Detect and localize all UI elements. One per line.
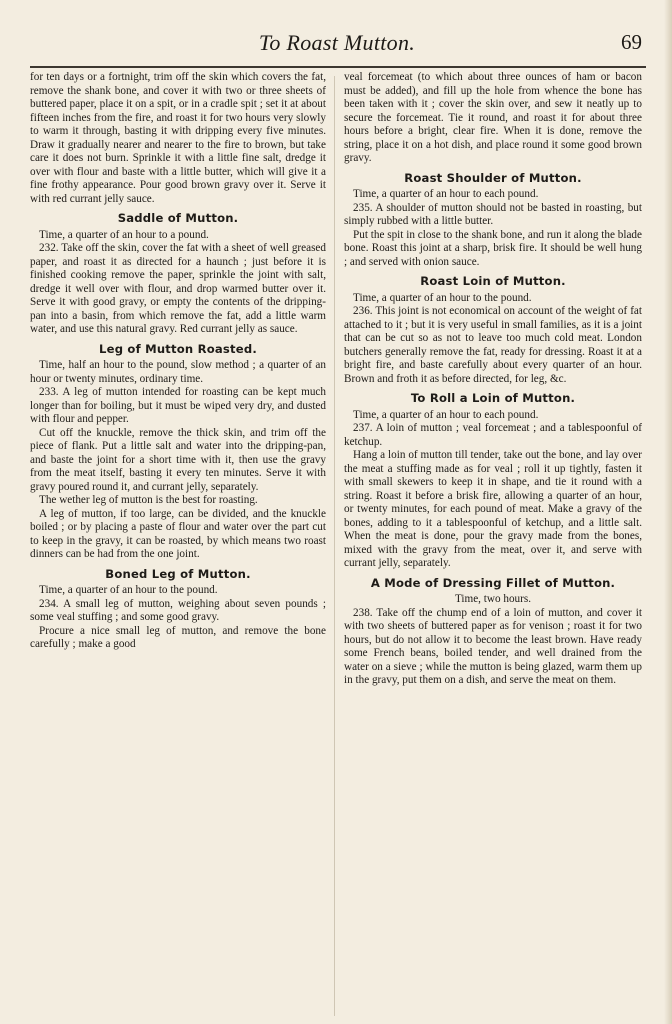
cooking-time: Time, a quarter of an hour to each pound. (353, 408, 539, 421)
right-column (344, 71, 642, 688)
heading-to-roll-a-loin-of-mutton: To Roll a Loin of Mutton. (410, 391, 576, 405)
running-head (30, 28, 644, 62)
recipe-paragraph-238: 238. Take off the chump end of a loin of mutton, and cover it with two sheets of buttered paper as for venison ; roast it for two hours, but do not allow it to become the least brown. Have ready some French beans, boiled tender, and well drained from the water on a sieve ; while the mutton is being glazed, warm them up in the gravy, put them on a dish, and serve the meat on them. (344, 606, 642, 686)
page-edge-shadow (664, 0, 672, 1024)
recipe-paragraph: The wether leg of mutton is the best for roasting. (39, 494, 258, 506)
cooking-time: Time, two hours. (454, 593, 532, 605)
cooking-time: Time, a quarter of an hour to a pound. (39, 228, 209, 241)
cooking-time: Time, a quarter of an hour to the pound. (39, 584, 218, 596)
recipe-paragraph: Put the spit in close to the shank bone, and run it along the blade bone. Roast this joint at a sharp, brisk fire. It should be well hung ; and served with onion sauce. (344, 228, 642, 268)
recipe-paragraph-235: 235. A shoulder of mutton should not be basted in roasting, but simply rubbed with a little butter. (344, 201, 642, 227)
recipe-paragraph-236: 236. This joint is not economical on account of the weight of fat attached to it ; but it is very useful in small families, as it is a joint that can be cut so as not to leave too much cold meat. London butchers generally remove the fat, ready for dressing. Roast it at a bright fire, and baste carefully about every quarter of an hour. Brown and froth it as before directed, for leg, &c. (344, 305, 642, 385)
heading-boned-leg-of-mutton: Boned Leg of Mutton. (105, 566, 251, 581)
cooking-time: Time, a quarter of an hour to the pound. (353, 291, 532, 304)
left-column (30, 71, 326, 652)
recipe-paragraph: Procure a nice small leg of mutton, and remove the bone carefully ; make a good (30, 624, 326, 650)
heading-leg-of-mutton-roasted: Leg of Mutton Roasted. (99, 341, 257, 356)
heading-saddle-of-mutton: Saddle of Mutton. (117, 211, 239, 225)
cooking-time: Time, a quarter of an hour to each pound. (353, 188, 539, 200)
recipe-paragraph: Hang a loin of mutton till tender, take out the bone, and lay over the meat a stuffing made as for veal ; roll it up tightly, fasten it with small skewers to keep it in shape, and tie it round with a string. Roast it before a brisk fire, allowing a quarter of an hour, or twenty minutes, for each pound of meat. Make a gravy of the bones, adding to it a tablespoonful of ketchup, and a little salt. When the meat is done, pour the gravy made from the bones, mixed with the gravy from the meat, over it, and serve with currant jelly, separately. (344, 449, 642, 569)
cooking-time: Time, half an hour to the pound, slow method ; a quarter of an hour or twenty minutes, ordinary time. (30, 359, 326, 385)
heading-mode-of-dressing-fillet: A Mode of Dressing Fillet of Mutton. (370, 575, 616, 590)
recipe-paragraph-232: 232. Take off the skin, cover the fat with a sheet of well greased paper, and roast it as directed for a haunch ; just before it is finished cooking remove the paper, sprinkle the joint with salt, dredge it well over with flour, and drop warmed butter over it. Serve it with good gravy, or empty the contents of the dripping-pan into a basin, from which remove the fat, add a little warm water, and use this natural gravy. Red currant jelly as sauce. (30, 242, 326, 335)
recipe-paragraph-234: 234. A small leg of mutton, weighing about seven pounds ; some veal stuffing ; and some good gravy. (30, 597, 326, 623)
paragraph-continued: veal forcemeat (to which about three ounces of ham or bacon must be added), and fill up the hole from whence the bone has been taken with it ; cover the skin over, and sew it neatly up to secure the forcemeat. Tie it round, and roast it for about three hours before a bright, clear fire. When it is done, remove the string, place it on a hot dish, and place round it some good brown gravy. (344, 71, 642, 164)
recipe-paragraph: Cut off the knuckle, remove the thick skin, and trim off the piece of flank. Put a little salt and water into the dripping-pan, and baste the joint for a short time with it, then use the gravy from the meat itself, basting it every ten minutes. Serve it with gravy poured round it, and currant jelly, separately. (30, 426, 326, 493)
recipe-paragraph: A leg of mutton, if too large, can be divided, and the knuckle boiled ; or by placing a paste of flour and water over the part cut to keep in the gravy, it can be roasted, by which means two roast dinners can be had from the one joint. (30, 507, 326, 560)
heading-roast-shoulder-of-mutton: Roast Shoulder of Mutton. (404, 170, 582, 185)
page-number: 69 (621, 30, 642, 54)
column-divider (334, 76, 335, 1016)
paragraph-continued: for ten days or a fortnight, trim off the skin which covers the fat, remove the shank bone, and cover it with two or three sheets of buttered paper, place it on a spit, or in a cradle spit ; set it at about fifteen inches from the fire, and roast it for two hours very slowly to warm it through, basting it with dripping every five minutes. Draw it gradually nearer and nearer to the fire to brown, but take care it does not burn. Sprinkle it with a little fine salt, dredge it over with flour and baste with a little butter, which will give it a fine frothy appearance. Pour good brown gravy over it. Serve it with red currant jelly sauce. (30, 71, 326, 205)
recipe-paragraph-237: 237. A loin of mutton ; veal forcemeat ; and a tablespoonful of ketchup. (344, 422, 642, 448)
heading-roast-loin-of-mutton: Roast Loin of Mutton. (420, 274, 566, 288)
header-rule (30, 66, 646, 68)
running-title: To Roast Mutton. (258, 30, 416, 55)
recipe-paragraph-233: 233. A leg of mutton intended for roasting can be kept much longer than for boiling, but it must be wiped very dry, and dusted with flour and pepper. (30, 386, 326, 425)
